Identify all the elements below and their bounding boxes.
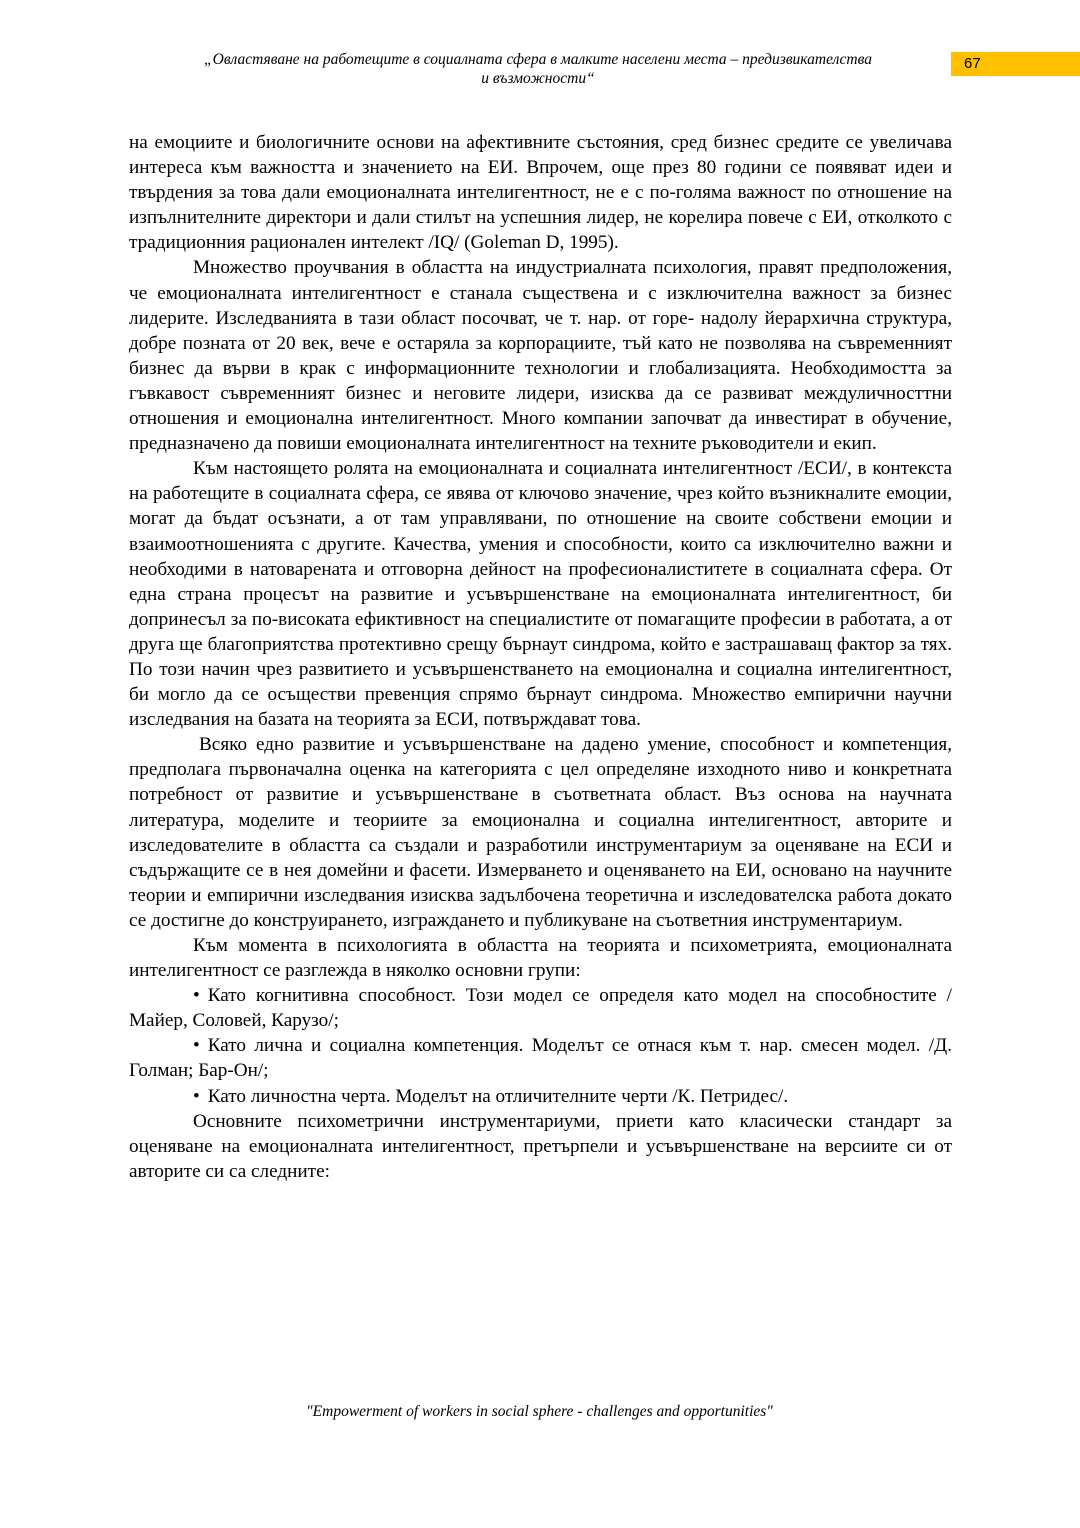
bullet-icon: •: [193, 985, 200, 1007]
list-item: [129, 1033, 952, 1083]
body-text: [129, 130, 952, 1184]
list-item: [129, 983, 952, 1033]
page-footer: "Empowerment of workers in social sphere - challenges and opportunities": [306, 1403, 773, 1420]
paragraph: Всяко едно развитие и усъвършенстване на дадено умение, способност и компетенция, предполага първоначална оценка на категорията с цел определяне изходното ниво и конкретната потребност от развитие и усъвършенстване в съответната област. Въз основа на научната литература, моделите и теориите за емоционална и социална интелигентност, авторите и изследователите в областта са създали и разработили инструментариум за оценяване на ЕСИ и съдържащите се в нея домейни и фасети. Измерването и оценяването на ЕИ, основано на научните теории и емпирични изследвания изисква задълбочена теоретична и изследователска работа докато се достигне до конструирането, изграждането и публикуване на съответния инструментариум.: [129, 734, 952, 931]
list-item-text: Като лична и социална компетенция. Моделът се отнася към т. нар. смесен модел. /Д. Голман; Бар-Он/;: [129, 1035, 952, 1082]
paragraph: Основните психометрични инструментариуми, приети като класически стандарт за оценяване на емоционалната интелигентност, претърпели и усъвършенстване на версиите си от авторите си са следните:: [129, 1110, 952, 1182]
list-item: [129, 1084, 952, 1109]
paragraph: Множество проучвания в областта на индустриалната психология, правят предположения, че емоционалната интелигентност е станала съществена и с изключителна важност за бизнес лидерите. Изследванията в тази област посочват, че т. нар. от горе- надолу йерархична структура, добре позната от 20 век, вече е остаряла за корпорациите, тъй като не позволява на съвременният бизнес да върви в крак с информационните технологии и глобализацията. Необходимостта за гъвкавост съвременният бизнес и неговите лидери, изисква да се развиват междуличносттни отношения и емоционална интелигентност. Много компании започват да инвестират в обучение, предназначено да повиши емоционалната интелигентност на техните ръководители и екип.: [129, 257, 952, 455]
bullet-icon: •: [193, 1085, 200, 1107]
bullet-icon: •: [193, 1035, 200, 1057]
page-header: [128, 50, 948, 88]
header-title-line2: и възможности“: [481, 70, 595, 87]
paragraph: на емоциите и биологичните основи на афективните състояния, сред бизнес средите се увеличава интереса към важността и значението на ЕИ. Впрочем, още през 80 години се появяват идеи и твърдения за това дали емоционалната интелигентност, не е с по-голяма важност по отношение на изпълнителните директори и дали стилът на успешния лидер, не корелира повече с ЕИ, отколкото с традиционния рационален интелект /IQ/ (Goleman D, 1995).: [129, 132, 952, 254]
header-title-line1: „Овластяване на работещите в социалната сфера в малките населени места – предизвикателства: [204, 51, 872, 68]
list-item-text: Като личностна черта. Моделът на отличителните черти /К. Петридес/.: [207, 1085, 789, 1107]
page-number-badge: 67: [951, 52, 1080, 76]
paragraph: Към момента в психологията в областта на теорията и психометрията, емоционалната интелигентност се разглежда в няколко основни групи:: [129, 935, 952, 982]
list-item-text: Като когнитивна способност. Този модел се определя като модел на способностите /Майер, Соловей, Карузо/;: [129, 985, 952, 1032]
paragraph: Към настоящето ролята на емоционалната и социалната интелигентност /ЕСИ/, в контекста на работещите в социалната сфера, се явява от ключово значение, чрез който възникналите емоции, могат да бъдат осъзнати, а от там управлявани, по отношение на своите собствени емоции и взаимоотношенията с другите. Качества, умения и способности, които са изключително важни и необходими в натоварената и отговорна дейност на професионалиститете в социалната сфера. От една страна процесът на развитие и усъвършенстване на емоционалната интелигентност, би допринесъл за по-високата ефиктивност на специалистите от помагащите професии в работата, а от друга ще благоприятства протективно срещу бърнаут синдрома, който е застрашаващ фактор за тях. По този начин чрез развитието и усъвършенстването на емоционална и социална интелигентност, би могло да се осъществи превенция спрямо бърнаут синдрома. Множество емпирични научни изследвания на базата на теорията за ЕСИ, потвърждават това.: [129, 458, 952, 731]
